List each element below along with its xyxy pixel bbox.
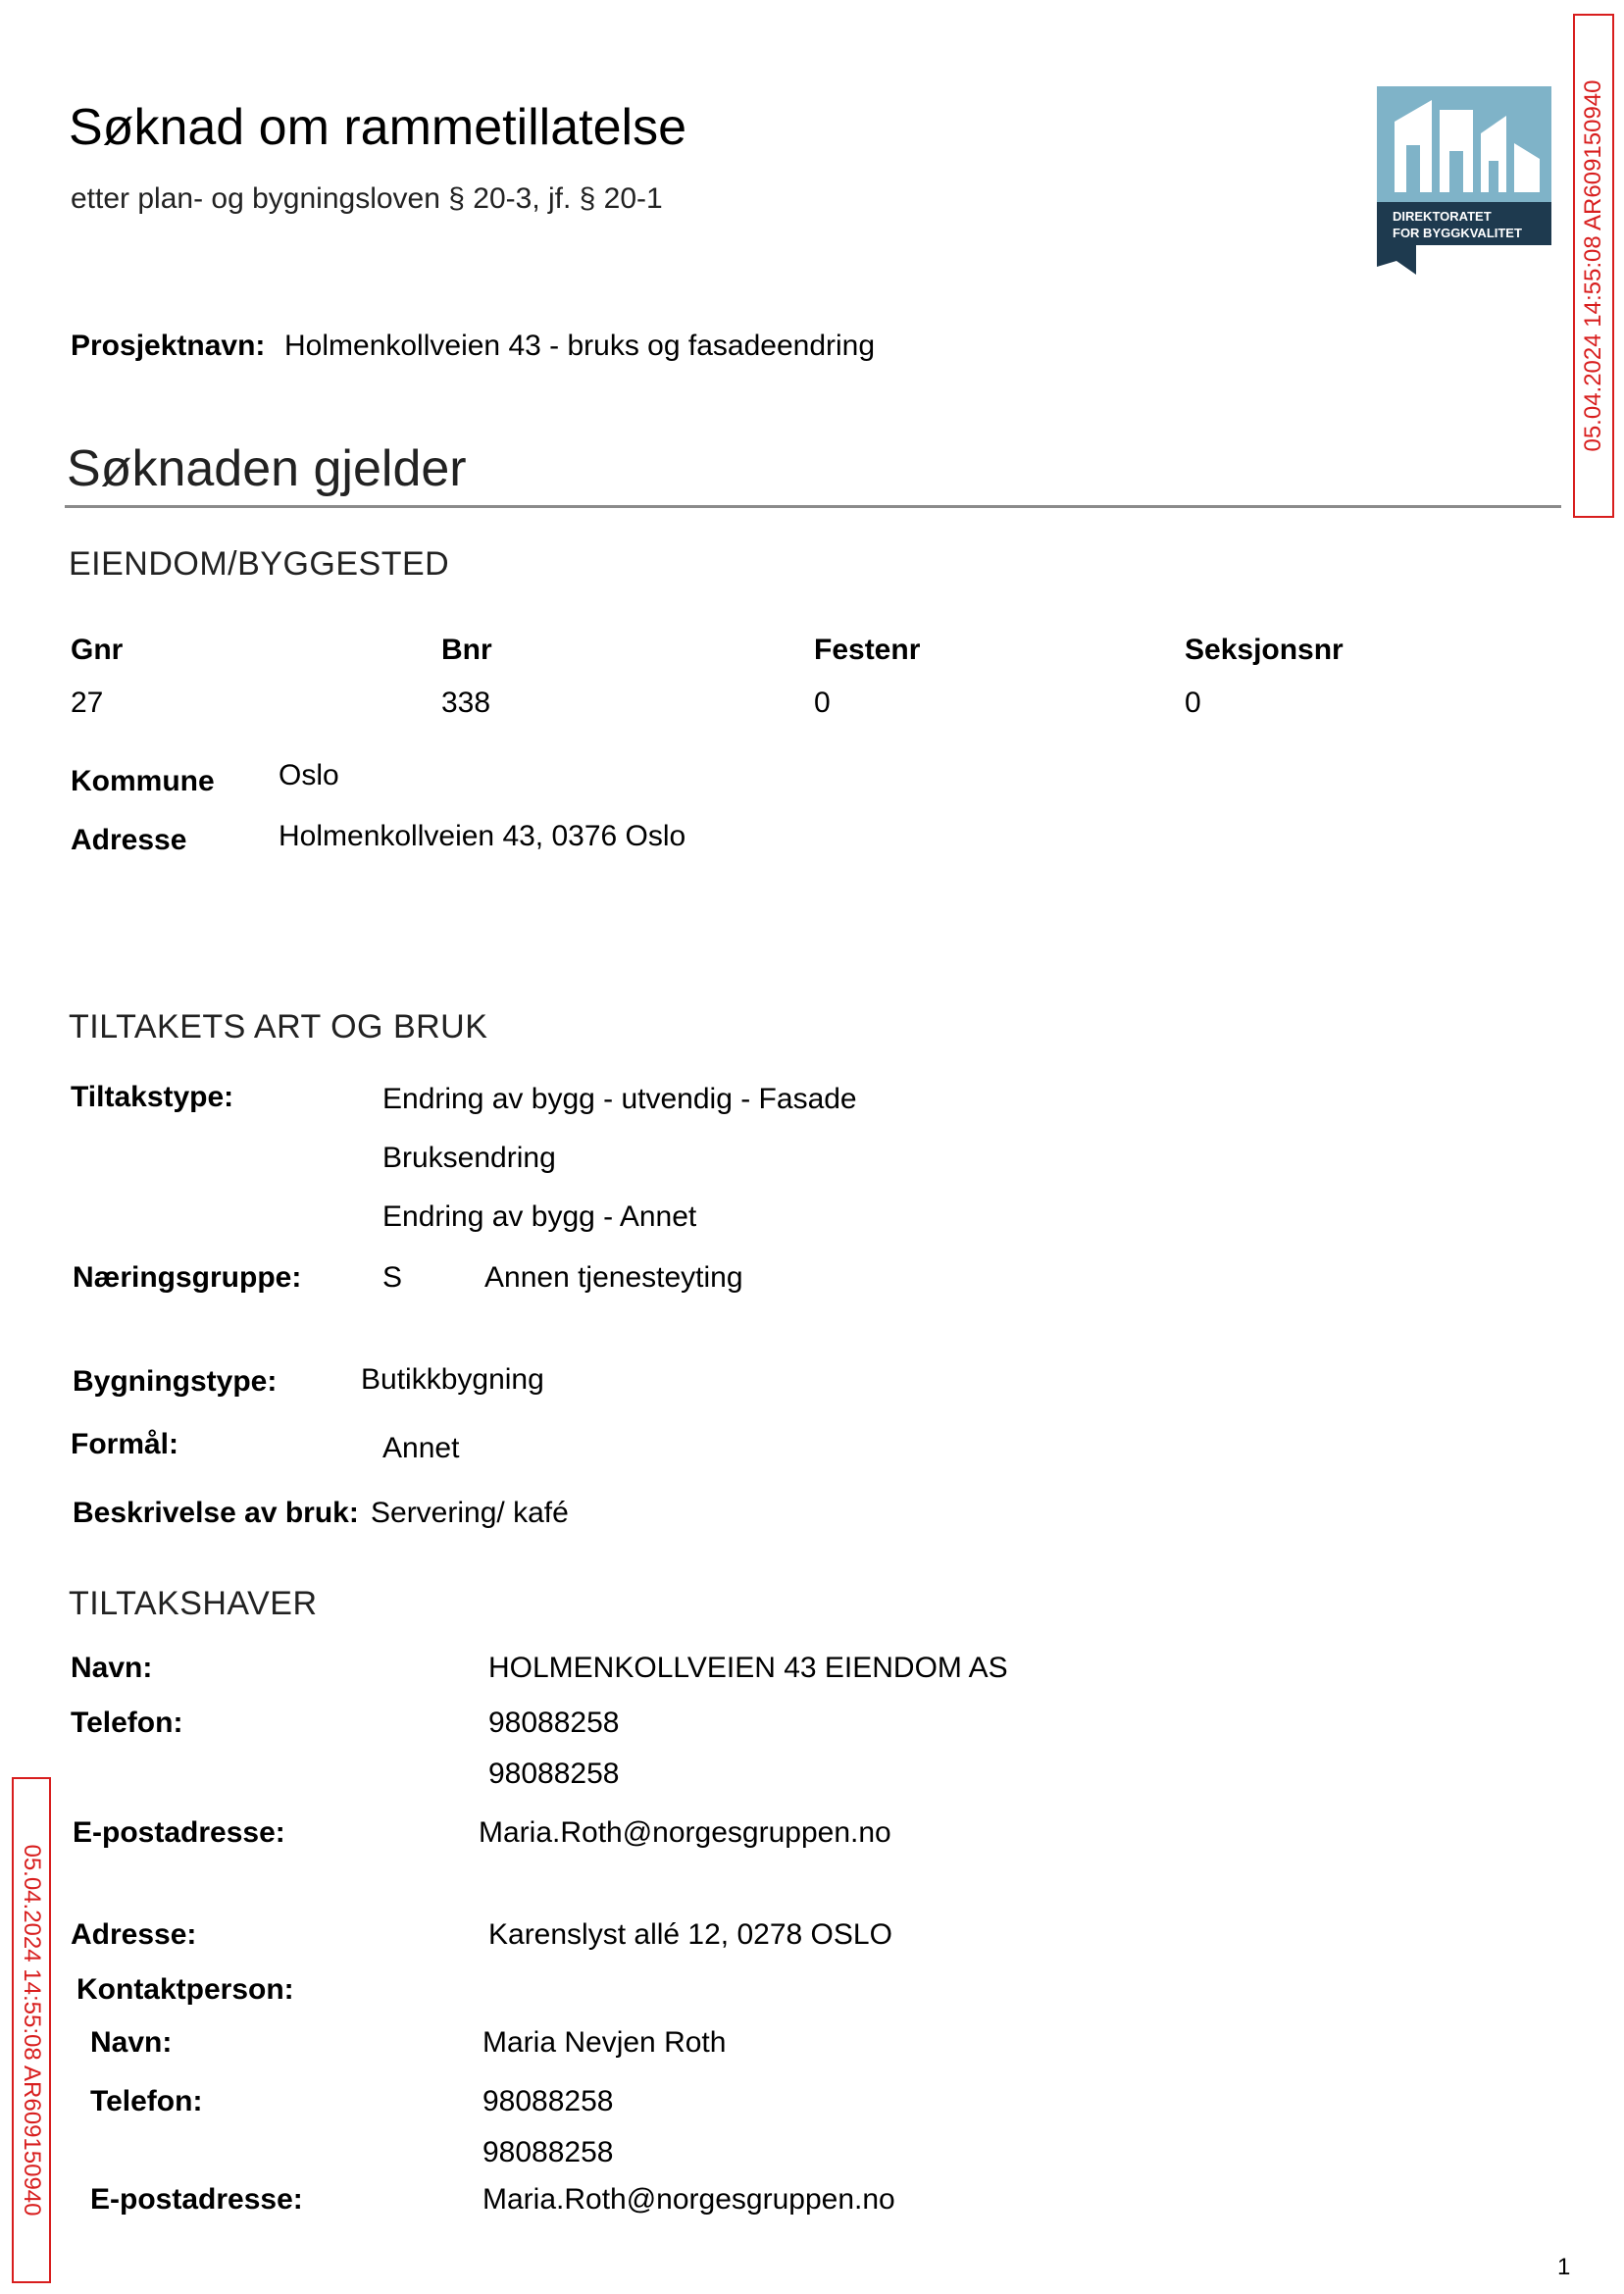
- formal-label: Formål:: [71, 1428, 179, 1460]
- tiltakshaver-navn-value: HOLMENKOLLVEIEN 43 EIENDOM AS: [488, 1652, 1008, 1684]
- page-number: 1: [1557, 2254, 1571, 2280]
- timestamp-stamp-left: [12, 1777, 51, 2283]
- kontakt-telefon-value-2: 98088258: [482, 2136, 614, 2168]
- project-name-value: Holmenkollveien 43 - bruks og fasadeendring: [284, 330, 876, 362]
- formal-value: Annet: [382, 1432, 460, 1464]
- bygningstype-value: Butikkbygning: [361, 1363, 544, 1396]
- naeringsgruppe-label: Næringsgruppe:: [73, 1261, 302, 1294]
- tiltak-heading: TILTAKETS ART OG BRUK: [69, 1008, 488, 1045]
- tiltakstype-value-1: Endring av bygg - utvendig - Fasade: [382, 1083, 857, 1115]
- kontakt-epost-label: E-postadresse:: [90, 2183, 303, 2216]
- project-name-label: Prosjektnavn:: [71, 330, 266, 362]
- festenr-value: 0: [814, 687, 831, 719]
- beskrivelse-bruk-label: Beskrivelse av bruk:: [73, 1497, 359, 1529]
- adresse-label: Adresse: [71, 824, 187, 856]
- tiltakshaver-epost-value: Maria.Roth@norgesgruppen.no: [479, 1816, 891, 1849]
- tiltakshaver-telefon-value-2: 98088258: [488, 1758, 620, 1790]
- naeringsgruppe-name: Annen tjenesteyting: [484, 1261, 743, 1294]
- tiltakshaver-telefon-value-1: 98088258: [488, 1707, 620, 1739]
- tiltakstype-value-3: Endring av bygg - Annet: [382, 1200, 697, 1233]
- kontakt-telefon-label: Telefon:: [90, 2085, 203, 2117]
- dibk-logo: [1377, 86, 1551, 275]
- bnr-label: Bnr: [441, 634, 492, 666]
- tiltakstype-label: Tiltakstype:: [71, 1081, 234, 1113]
- bygningstype-label: Bygningstype:: [73, 1365, 278, 1398]
- tiltakshaver-telefon-label: Telefon:: [71, 1707, 183, 1739]
- seksjonsnr-value: 0: [1185, 687, 1201, 719]
- section-title: Søknaden gjelder: [67, 440, 467, 497]
- kontaktperson-label: Kontaktperson:: [76, 1973, 294, 2006]
- kontakt-epost-value: Maria.Roth@norgesgruppen.no: [482, 2183, 895, 2216]
- document-title: Søknad om rammetillatelse: [69, 99, 686, 156]
- eiendom-heading: EIENDOM/BYGGESTED: [69, 545, 450, 583]
- section-divider: [65, 505, 1561, 508]
- kommune-label: Kommune: [71, 765, 215, 797]
- seksjonsnr-label: Seksjonsnr: [1185, 634, 1344, 666]
- logo-text-line2: FOR BYGGKVALITET: [1393, 226, 1522, 240]
- kommune-value: Oslo: [279, 759, 339, 791]
- tiltakshaver-adresse-label: Adresse:: [71, 1918, 197, 1951]
- gnr-value: 27: [71, 687, 104, 719]
- beskrivelse-bruk-value: Servering/ kafé: [371, 1497, 569, 1529]
- stamp-text: 05.04.2024 14:55:08 AR609150940: [19, 1844, 45, 2217]
- stamp-text: 05.04.2024 14:55:08 AR609150940: [1580, 79, 1606, 452]
- bnr-value: 338: [441, 687, 491, 719]
- gnr-label: Gnr: [71, 634, 124, 666]
- kontakt-navn-label: Navn:: [90, 2026, 173, 2059]
- tiltakshaver-heading: TILTAKSHAVER: [69, 1585, 318, 1622]
- adresse-value: Holmenkollveien 43, 0376 Oslo: [279, 820, 686, 852]
- tiltakshaver-epost-label: E-postadresse:: [73, 1816, 285, 1849]
- tiltakshaver-adresse-value: Karenslyst allé 12, 0278 OSLO: [488, 1918, 892, 1951]
- timestamp-stamp-right: [1573, 14, 1614, 518]
- festenr-label: Festenr: [814, 634, 921, 666]
- logo-text-line1: DIREKTORATET: [1393, 209, 1492, 224]
- document-subtitle: etter plan- og bygningsloven § 20-3, jf. § 20-1: [71, 182, 663, 215]
- kontakt-telefon-value-1: 98088258: [482, 2085, 614, 2117]
- tiltakstype-value-2: Bruksendring: [382, 1142, 556, 1174]
- tiltakshaver-navn-label: Navn:: [71, 1652, 153, 1684]
- kontakt-navn-value: Maria Nevjen Roth: [482, 2026, 727, 2059]
- naeringsgruppe-code: S: [382, 1261, 403, 1294]
